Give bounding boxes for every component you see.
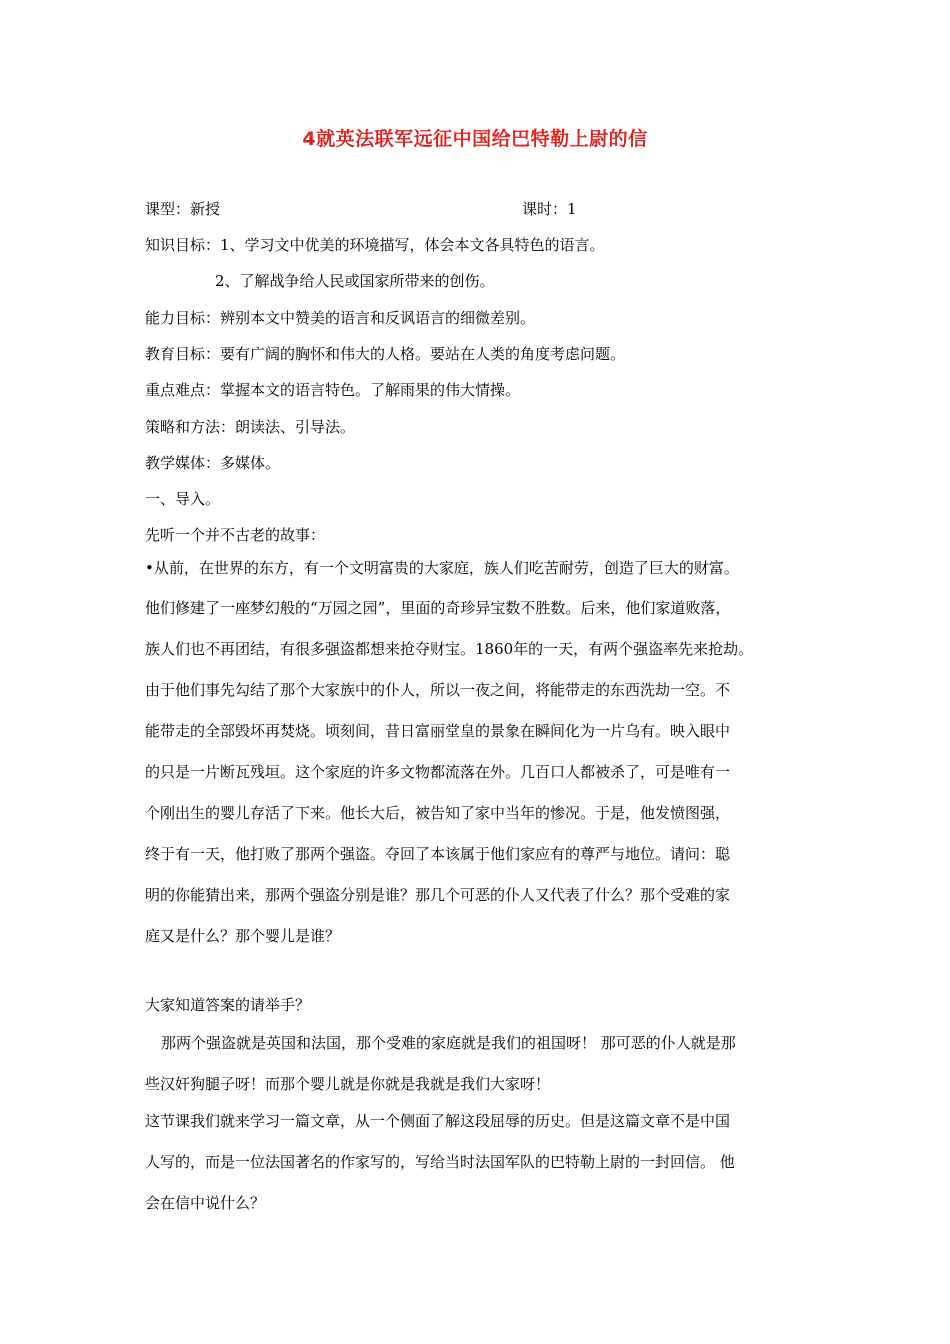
story-line: •从前，在世界的东方，有一个文明富贵的大家庭，族人们吃苦耐劳，创造了巨大的财富。 bbox=[145, 559, 739, 577]
closing-line: 人写的，而是一位法国著名的作家写的，写给当时法国军队的巴特勒上尉的一封回信。 他 bbox=[145, 1153, 735, 1171]
story-line: 能带走的全部毁坏再焚烧。顷刻间，昔日富丽堂皇的景象在瞬间化为一片乌有。映入眼中 bbox=[145, 722, 731, 740]
ability-objective: 能力目标：辨别本文中赞美的语言和反讽语言的细微差别。 bbox=[145, 309, 536, 327]
closing-line: 这节课我们就来学习一篇文章，从一个侧面了解这段屈辱的历史。但是这篇文章不是中国 bbox=[145, 1112, 731, 1130]
story-line: 庭又是什么？那个婴儿是谁？ bbox=[145, 927, 341, 945]
story-line: 明的你能猜出来，那两个强盗分别是谁？那几个可恶的仆人又代表了什么？那个受难的家 bbox=[145, 886, 731, 904]
story-line: 个刚出生的婴儿存活了下来。他长大后，被告知了家中当年的惨况。于是，他发愤图强， bbox=[145, 804, 731, 822]
closing-line: 会在信中说什么？ bbox=[145, 1194, 266, 1212]
story-line: 他们修建了一座梦幻般的“万园之园”，里面的奇珍异宝数不胜数。后来，他们家道败落， bbox=[145, 599, 731, 617]
answer-line: 些汉奸狗腿子呀！而那个婴儿就是你就是我就是我们大家呀！ bbox=[145, 1075, 551, 1093]
teaching-media: 教学媒体：多媒体。 bbox=[145, 454, 281, 472]
key-difficulty: 重点难点：掌握本文的语言特色。了解雨果的伟大情操。 bbox=[145, 381, 521, 399]
story-line: 的只是一片断瓦残垣。这个家庭的许多文物都流落在外。几百口人都被杀了，可是唯有一 bbox=[145, 763, 731, 781]
education-objective: 教育目标：要有广阔的胸怀和伟大的人格。要站在人类的角度考虑问题。 bbox=[145, 345, 626, 363]
section-heading-intro: 一、导入。 bbox=[145, 490, 221, 508]
knowledge-objective: 知识目标：1、学习文中优美的环境描写，体会本文各具特色的语言。 bbox=[145, 236, 605, 254]
knowledge-objective-2: 2、了解战争给人民或国家所带来的创伤。 bbox=[215, 272, 495, 290]
story-line: 族人们也不再团结，有很多强盗都想来抢夺财宝。1860年的一天，有两个强盗率先来抢劫。 bbox=[145, 640, 754, 658]
lesson-type: 课型：新授 bbox=[145, 200, 221, 218]
question-line: 大家知道答案的请举手？ bbox=[145, 996, 311, 1014]
story-line: 由于他们事先勾结了那个大家族中的仆人，所以一夜之间，将能带走的东西洗劫一空。不 bbox=[145, 681, 731, 699]
story-line: 终于有一天，他打败了那两个强盗。夺回了本该属于他们家应有的尊严与地位。请问：聪 bbox=[145, 845, 731, 863]
story-lead: 先听一个并不古老的故事： bbox=[145, 526, 326, 544]
strategy-method: 策略和方法：朗读法、引导法。 bbox=[145, 418, 356, 436]
lesson-period: 课时：1 bbox=[522, 200, 577, 218]
document-title: 4就英法联军远征中国给巴特勒上尉的信 bbox=[302, 128, 648, 150]
answer-line: 那两个强盗就是英国和法国，那个受难的家庭就是我们的祖国呀！ 那可恶的仆人就是那 bbox=[161, 1034, 736, 1052]
